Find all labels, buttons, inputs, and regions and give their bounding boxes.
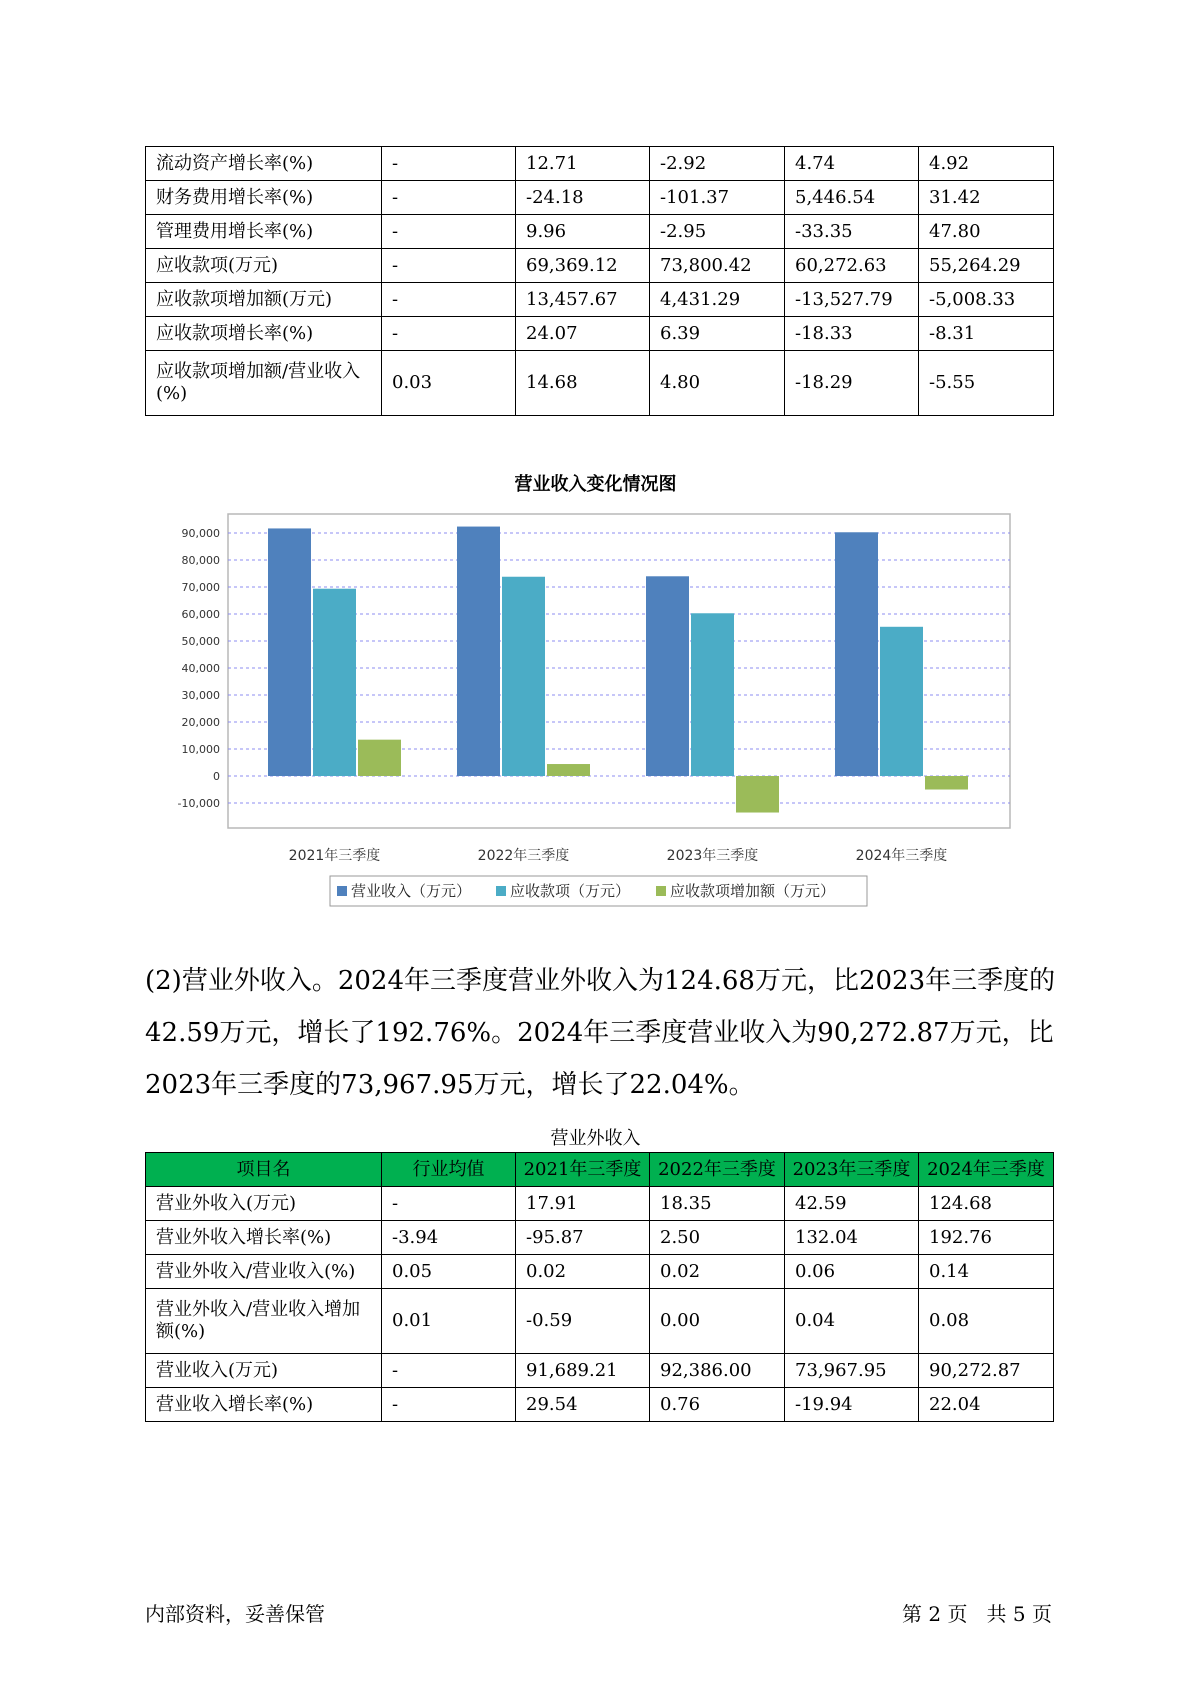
table-row <box>146 1354 1054 1388</box>
y-tick-label: 40,000 <box>181 662 220 675</box>
x-tick-label: 2024年三季度 <box>855 848 948 864</box>
table-cell: 4,431.29 <box>650 283 785 317</box>
row-label: 管理费用增长率(%) <box>146 215 382 249</box>
x-tick-label: 2022年三季度 <box>477 848 570 864</box>
table-cell: 0.08 <box>919 1289 1054 1354</box>
table-cell: 14.68 <box>516 351 650 416</box>
table-cell: - <box>382 181 516 215</box>
table-cell: 73,800.42 <box>650 249 785 283</box>
table-cell: 29.54 <box>516 1388 650 1422</box>
row-label: 应收款项增长率(%) <box>146 317 382 351</box>
table-cell: 24.07 <box>516 317 650 351</box>
x-tick-label: 2021年三季度 <box>288 848 381 864</box>
table-cell: 0.03 <box>382 351 516 416</box>
table-cell: 0.00 <box>650 1289 785 1354</box>
table-cell: 18.35 <box>650 1187 785 1221</box>
column-header: 2023年三季度 <box>785 1153 919 1187</box>
table-cell: 92,386.00 <box>650 1354 785 1388</box>
table-cell: 60,272.63 <box>785 249 919 283</box>
row-label: 营业外收入/营业收入增加额(%) <box>146 1289 382 1354</box>
table-cell: 55,264.29 <box>919 249 1054 283</box>
table-cell: 5,446.54 <box>785 181 919 215</box>
table-cell: - <box>382 147 516 181</box>
legend-label: 营业收入（万元） <box>351 882 472 900</box>
table-row <box>146 1289 1054 1354</box>
table-cell: 90,272.87 <box>919 1354 1054 1388</box>
footer-page-number: 第 2 页 共 5 页 <box>902 1602 1052 1626</box>
table-cell: -5.55 <box>919 351 1054 416</box>
bar <box>880 627 923 776</box>
bar <box>925 776 968 790</box>
legend-label: 应收款项增加额（万元） <box>670 882 836 900</box>
legend-label: 应收款项（万元） <box>510 882 631 900</box>
legend-swatch <box>496 886 506 896</box>
bar <box>691 613 734 776</box>
table-cell: 0.01 <box>382 1289 516 1354</box>
table-cell: -18.29 <box>785 351 919 416</box>
table-cell: -2.95 <box>650 215 785 249</box>
y-tick-label: 80,000 <box>181 554 220 567</box>
table-cell: -33.35 <box>785 215 919 249</box>
table-row <box>146 1255 1054 1289</box>
table-cell: - <box>382 317 516 351</box>
analysis-paragraph: (2)营业外收入。2024年三季度营业外收入为124.68万元，比2023年三季度的42.59万元，增长了192.76%。2024年三季度营业收入为90,272.87万元，比2023年三季度的73,967.95万元，增长了22.04%。 <box>145 966 1056 1100</box>
column-header: 2024年三季度 <box>919 1153 1054 1187</box>
y-tick-label: 90,000 <box>181 527 220 540</box>
table-cell: 0.76 <box>650 1388 785 1422</box>
row-label: 应收款项(万元) <box>146 249 382 283</box>
table-cell: - <box>382 1388 516 1422</box>
row-label: 应收款项增加额(万元) <box>146 283 382 317</box>
table-header-row <box>146 1153 1054 1187</box>
y-tick-label: 60,000 <box>181 608 220 621</box>
table-cell: 0.04 <box>785 1289 919 1354</box>
table-cell: -3.94 <box>382 1221 516 1255</box>
column-header: 2022年三季度 <box>650 1153 785 1187</box>
bar <box>736 776 779 813</box>
table-cell: -13,527.79 <box>785 283 919 317</box>
y-tick-label: 50,000 <box>181 635 220 648</box>
table-cell: 17.91 <box>516 1187 650 1221</box>
chart-title: 营业收入变化情况图 <box>514 474 677 495</box>
table-cell: 69,369.12 <box>516 249 650 283</box>
table-cell: -8.31 <box>919 317 1054 351</box>
table-cell: -5,008.33 <box>919 283 1054 317</box>
footer-confidential-note: 内部资料，妥善保管 <box>145 1602 325 1626</box>
table-cell: 4.92 <box>919 147 1054 181</box>
y-tick-label: 20,000 <box>181 716 220 729</box>
table-cell: - <box>382 1187 516 1221</box>
table-cell: 13,457.67 <box>516 283 650 317</box>
table-cell: 192.76 <box>919 1221 1054 1255</box>
table-cell: - <box>382 249 516 283</box>
table-cell: 2.50 <box>650 1221 785 1255</box>
row-label: 营业外收入(万元) <box>146 1187 382 1221</box>
y-tick-label: 10,000 <box>181 743 220 756</box>
table-cell: 91,689.21 <box>516 1354 650 1388</box>
y-tick-label: 70,000 <box>181 581 220 594</box>
table-cell: 6.39 <box>650 317 785 351</box>
row-label: 流动资产增长率(%) <box>146 147 382 181</box>
table-cell: 73,967.95 <box>785 1354 919 1388</box>
table-cell: 4.80 <box>650 351 785 416</box>
table-cell: -95.87 <box>516 1221 650 1255</box>
bar <box>547 764 590 776</box>
table-cell: 12.71 <box>516 147 650 181</box>
row-label: 营业外收入增长率(%) <box>146 1221 382 1255</box>
y-tick-label: 0 <box>213 770 220 783</box>
table-cell: 0.02 <box>650 1255 785 1289</box>
row-label: 财务费用增长率(%) <box>146 181 382 215</box>
x-tick-label: 2023年三季度 <box>666 848 759 864</box>
table-cell: - <box>382 283 516 317</box>
legend-swatch <box>337 886 347 896</box>
table-caption: 营业外收入 <box>550 1128 641 1149</box>
table-cell: 0.02 <box>516 1255 650 1289</box>
column-header: 2021年三季度 <box>516 1153 650 1187</box>
table-cell: 124.68 <box>919 1187 1054 1221</box>
bar <box>457 527 500 776</box>
table-cell: 4.74 <box>785 147 919 181</box>
table-row <box>146 1388 1054 1422</box>
column-header: 项目名 <box>146 1153 382 1187</box>
table-cell: 42.59 <box>785 1187 919 1221</box>
table-cell: -2.92 <box>650 147 785 181</box>
bar <box>502 577 545 776</box>
row-label: 营业收入增长率(%) <box>146 1388 382 1422</box>
bar <box>646 576 689 776</box>
legend-swatch <box>656 886 666 896</box>
table-cell: 0.14 <box>919 1255 1054 1289</box>
table-cell: -18.33 <box>785 317 919 351</box>
table-cell: - <box>382 215 516 249</box>
bar <box>268 528 311 776</box>
table-cell: -0.59 <box>516 1289 650 1354</box>
bar <box>313 589 356 776</box>
row-label: 应收款项增加额/营业收入(%) <box>146 351 382 416</box>
table-cell: -24.18 <box>516 181 650 215</box>
table-cell: 22.04 <box>919 1388 1054 1422</box>
table-row <box>146 1187 1054 1221</box>
table-cell: 132.04 <box>785 1221 919 1255</box>
y-tick-label: -10,000 <box>177 797 220 810</box>
column-header: 行业均值 <box>382 1153 516 1187</box>
row-label: 营业收入(万元) <box>146 1354 382 1388</box>
bar <box>835 532 878 776</box>
table-cell: -19.94 <box>785 1388 919 1422</box>
table-cell: 47.80 <box>919 215 1054 249</box>
y-tick-label: 30,000 <box>181 689 220 702</box>
table-cell: 0.06 <box>785 1255 919 1289</box>
row-label: 营业外收入/营业收入(%) <box>146 1255 382 1289</box>
table-row <box>146 1221 1054 1255</box>
table-cell: 0.05 <box>382 1255 516 1289</box>
table-cell: 9.96 <box>516 215 650 249</box>
table-cell: -101.37 <box>650 181 785 215</box>
non-operating-income-table <box>145 1152 1054 1422</box>
bar <box>358 740 401 776</box>
table-cell: - <box>382 1354 516 1388</box>
table-cell: 31.42 <box>919 181 1054 215</box>
